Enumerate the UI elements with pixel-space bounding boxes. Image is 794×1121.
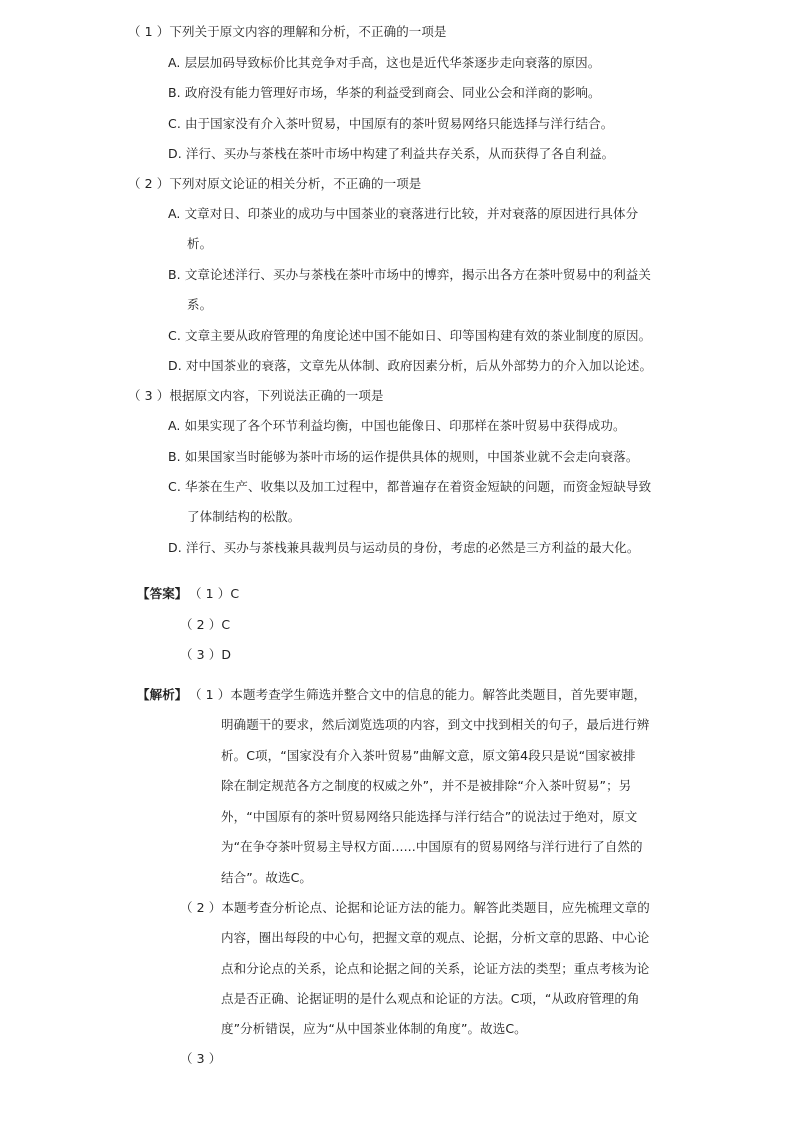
question-1-option-a: A. 层层加码导致标价比其竞争对手高，这也是近代华茶逐步走向衰落的原因。 bbox=[168, 55, 601, 70]
explanation-2-line-4: 点是否正确、论据证明的是什么观点和论证的方法。C项，“从政府管理的角 bbox=[221, 991, 640, 1006]
explanation-1-line-4: 除在制定规范各方之制度的权威之外”，并不是被排除“介入茶叶贸易”；另 bbox=[221, 778, 632, 793]
explanation-label: 【解析】 bbox=[137, 687, 188, 702]
question-2-option-b: B. 文章论述洋行、买办与茶栈在茶叶市场中的博弈，揭示出各方在茶叶贸易中的利益关 bbox=[168, 267, 652, 282]
question-1-stem: （ 1 ）下列关于原文内容的理解和分析，不正确的一项是 bbox=[128, 24, 447, 39]
explanation-1-line-3: 析。C项，“国家没有介入茶叶贸易”曲解文意，原文第4段只是说“国家被排 bbox=[221, 748, 636, 763]
explanation-2-line-1: （ 2 ）本题考查分析论点、论据和论证方法的能力。解答此类题目，应先梳理文章的 bbox=[180, 900, 650, 915]
answer-label: 【答案】 bbox=[137, 586, 188, 601]
question-3-option-c-cont: 了体制结构的松散。 bbox=[187, 509, 301, 524]
question-1-option-d: D. 洋行、买办与茶栈在茶叶市场中构建了利益共存关系，从而获得了各自利益。 bbox=[168, 146, 615, 161]
question-3-option-b: B. 如果国家当时能够为茶叶市场的运作提供具体的规则，中国茶业就不会走向衰落。 bbox=[168, 449, 639, 464]
question-3-option-a: A. 如果实现了各个环节利益均衡，中国也能像日、印那样在茶叶贸易中获得成功。 bbox=[168, 418, 626, 433]
answer-3: （ 3 ）D bbox=[180, 647, 232, 662]
question-2-option-d: D. 对中国茶业的衰落，文章先从体制、政府因素分析，后从外部势力的介入加以论述。 bbox=[168, 358, 653, 373]
explanation-1-line-5: 外，“中国原有的茶叶贸易网络只能选择与洋行结合”的说法过于绝对，原文 bbox=[221, 809, 638, 824]
explanation-1-line-2: 明确题干的要求，然后浏览选项的内容，到文中找到相关的句子，最后进行辨 bbox=[221, 717, 650, 732]
answer-2: （ 2 ）C bbox=[180, 617, 231, 632]
question-1-option-b: B. 政府没有能力管理好市场，华茶的利益受到商会、同业公会和洋商的影响。 bbox=[168, 85, 601, 100]
question-3-option-c: C. 华茶在生产、收集以及加工过程中，都普遍存在着资金短缺的问题，而资金短缺导致 bbox=[168, 479, 652, 494]
question-2-option-a: A. 文章对日、印茶业的成功与中国茶业的衰落进行比较，并对衰落的原因进行具体分 bbox=[168, 206, 639, 221]
question-2-option-c: C. 文章主要从政府管理的角度论述中国不能如日、印等国构建有效的茶业制度的原因。 bbox=[168, 328, 652, 343]
question-3-option-d: D. 洋行、买办与茶栈兼具裁判员与运动员的身份，考虑的必然是三方利益的最大化。 bbox=[168, 540, 640, 555]
explanation-3: （ 3 ） bbox=[180, 1051, 222, 1066]
explanation-2-line-2: 内容，圈出每段的中心句，把握文章的观点、论据，分析文章的思路、中心论 bbox=[221, 930, 650, 945]
explanation-1-line-1: （ 1 ）本题考查学生筛选并整合文中的信息的能力。解答此类题目，首先要审题， bbox=[189, 687, 647, 702]
question-2-stem: （ 2 ）下列对原文论证的相关分析，不正确的一项是 bbox=[128, 176, 422, 191]
explanation-1-line-7: 结合”。故选C。 bbox=[221, 870, 313, 885]
question-2-option-b-cont: 系。 bbox=[187, 297, 213, 312]
answer-1: （ 1 ）C bbox=[189, 586, 240, 601]
explanation-2-line-3: 点和分论点的关系，论点和论据之间的关系，论证方法的类型；重点考核为论 bbox=[221, 961, 650, 976]
question-3-stem: （ 3 ）根据原文内容，下列说法正确的一项是 bbox=[128, 388, 384, 403]
question-1-option-c: C. 由于国家没有介入茶叶贸易，中国原有的茶叶贸易网络只能选择与洋行结合。 bbox=[168, 116, 614, 131]
question-2-option-a-cont: 析。 bbox=[187, 236, 213, 251]
explanation-1-line-6: 为“在争夺茶叶贸易主导权方面......中国原有的贸易网络与洋行进行了自然的 bbox=[221, 839, 643, 854]
explanation-2-line-5: 度”分析错误，应为“从中国茶业体制的角度”。故选C。 bbox=[221, 1021, 527, 1036]
